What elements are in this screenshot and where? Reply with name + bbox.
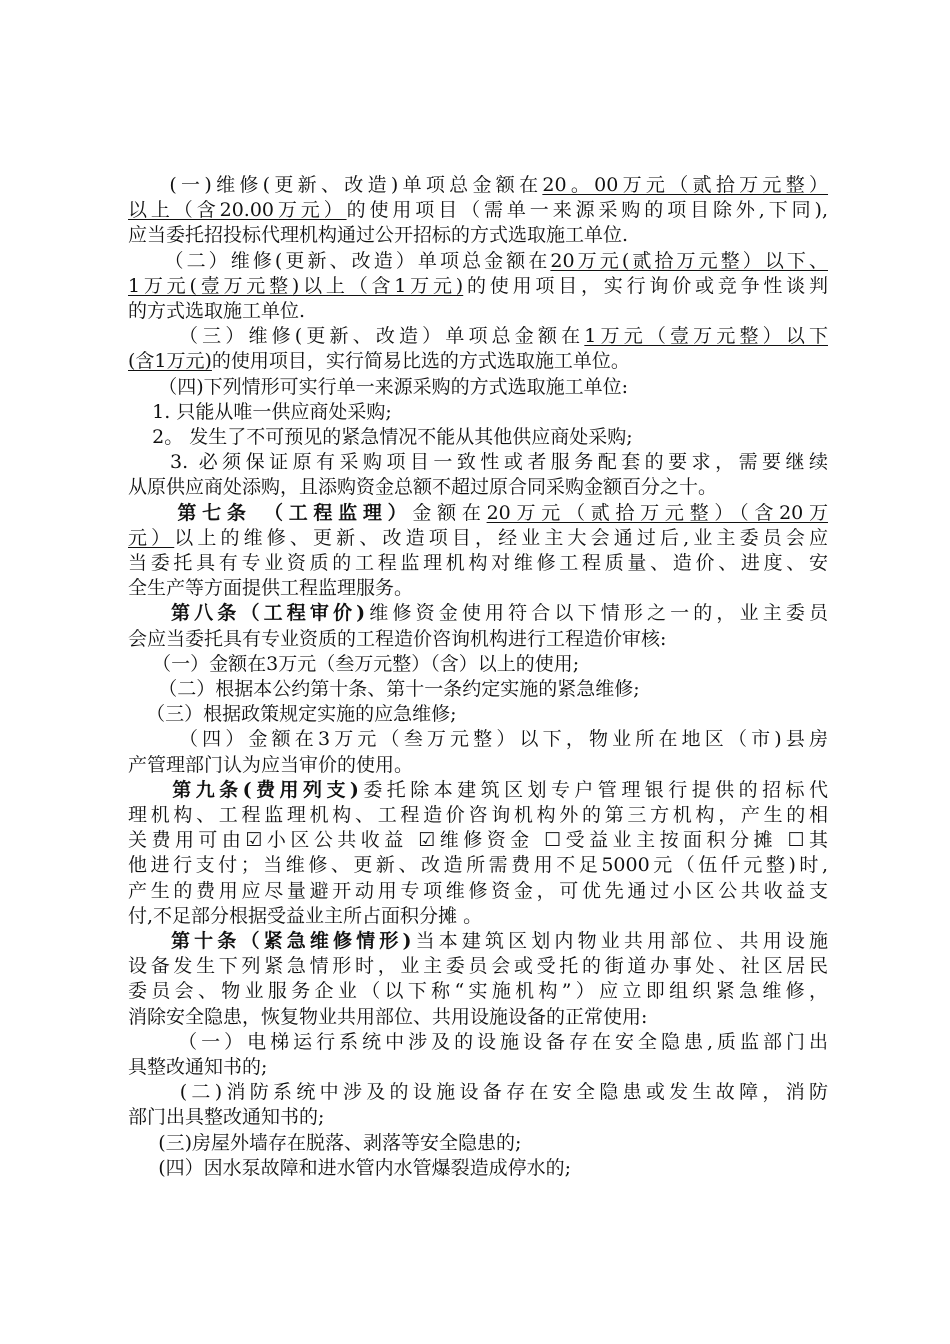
line-text: (四）因水泵故障和进水管内水管爆裂造成停水的;	[128, 1156, 572, 1179]
text-line	[128, 1079, 828, 1105]
article-heading: 第九条(费用列支)	[128, 778, 359, 801]
text-line	[128, 399, 828, 425]
line-text: 从原供应商处添购，且添购资金总额不超过原合同采购金额百分之十。	[128, 476, 718, 499]
text-line	[128, 1029, 828, 1055]
underlined-text: 20万元(贰拾万元整）以下、	[550, 249, 828, 272]
line-text: （三）维修(更新、改造）单项总金额在	[128, 325, 585, 348]
text-line	[128, 802, 828, 828]
text-line	[128, 701, 828, 727]
text-line	[128, 978, 828, 1004]
text-line	[128, 197, 828, 223]
underlined-text: 20万元（贰拾万元整）（含20万	[486, 501, 829, 524]
text-line	[128, 928, 828, 954]
underlined-text: 1万元（壹万元整）以下	[584, 325, 828, 348]
underlined-text: 1万元(壹万元整)以上（含1万元)	[128, 274, 464, 297]
line-text: 设备发生下列紧急情形时，业主委员会或受托的街道办事处、社区居民	[128, 955, 828, 978]
text-line	[128, 626, 828, 652]
line-text: （二）根据本公约第十条、第十一条约定实施的紧急维修;	[128, 678, 640, 700]
line-text: （三）根据政策规定实施的应急维修;	[128, 703, 457, 726]
text-line	[128, 550, 828, 576]
text-line	[128, 575, 828, 601]
text-line	[128, 273, 828, 299]
line-text: （一）金额在3万元（叁万元整）（含）以上的使用;	[128, 652, 580, 675]
text-line	[128, 172, 828, 198]
line-text: 具整改通知书的;	[128, 1056, 268, 1078]
line-text: （四)下列情形可实行单一来源采购的方式选取施工单位:	[128, 375, 629, 398]
line-text: （一）电梯运行系统中涉及的设施设备存在安全隐患,质监部门出	[128, 1030, 828, 1053]
text-line	[128, 852, 828, 878]
line-text: 他进行支付；当维修、更新、改造所需费用不足5000元（伍仟元整)时,	[128, 854, 828, 877]
text-line	[128, 323, 828, 349]
line-text: 关费用可由☑小区公共收益 ☑维修资金 ☐受益业主按面积分摊 ☐其	[128, 829, 828, 852]
text-line	[128, 500, 828, 526]
line-text: 当委托具有专业资质的工程监理机构对维修工程质量、造价、进度、安	[128, 552, 828, 574]
line-text: 产生的费用应尽量避开动用专项维修资金，可优先通过小区公共收益支	[128, 879, 828, 902]
line-text: 理机构、工程监理机构、工程造价咨询机构外的第三方机构，产生的相	[128, 804, 828, 826]
text-line	[128, 424, 828, 450]
line-text: 金额在	[412, 501, 487, 524]
text-line	[128, 827, 828, 853]
line-text: 3. 必须保证原有采购项目一致性或者服务配套的要求，需要继续	[128, 451, 828, 474]
line-text: 以上的维修、更新、改造项目，经业主大会通过后,业主委员会应	[174, 526, 828, 549]
line-text: 应当委托招投标代理机构通过公开招标的方式选取施工单位.	[128, 224, 629, 247]
text-line	[128, 374, 828, 400]
text-line	[128, 726, 828, 752]
line-text: (一)维修(更新、改造)单项总金额在	[128, 174, 543, 196]
article-heading: 第八条（工程审价)	[128, 602, 366, 625]
underlined-text: 20。00万元（贰拾万元整）	[542, 174, 829, 196]
text-line	[128, 348, 828, 374]
text-line	[128, 752, 828, 778]
article-heading: 第七条 （工程监理）	[128, 501, 413, 524]
line-text: 产管理部门认为应当审价的使用。	[128, 753, 414, 776]
text-line	[128, 1054, 828, 1080]
text-line	[128, 953, 828, 979]
text-line	[128, 1104, 828, 1130]
line-text: 的使用项目，实行简易比选的方式选取施工单位。	[211, 350, 630, 373]
text-line	[128, 222, 828, 248]
text-line	[128, 651, 828, 677]
text-line	[128, 676, 828, 702]
line-text: （二）维修(更新、改造）单项总金额在	[128, 249, 551, 272]
line-text: （四）金额在3万元（叁万元整）以下，物业所在地区（市)县房	[128, 728, 828, 751]
line-text: 部门出具整改通知书的;	[128, 1106, 325, 1129]
text-line	[128, 878, 828, 904]
line-text: 当本建筑区划内物业共用部位、共用设施	[411, 930, 828, 952]
text-line	[128, 525, 828, 551]
text-line	[128, 903, 828, 929]
line-text: 委员会、物业服务企业（以下称“实施机构”）应立即组织紧急维修，	[128, 980, 828, 1003]
line-text: 2。 发生了不可预见的紧急情况不能从其他供应商处采购;	[128, 426, 633, 448]
text-line	[128, 1130, 828, 1156]
text-line	[128, 248, 828, 274]
line-text: (二)消防系统中涉及的设施设备存在安全隐患或发生故障，消防	[128, 1081, 828, 1104]
text-line	[128, 1155, 828, 1181]
article-heading: 第十条（紧急维修情形)	[128, 930, 412, 952]
text-line	[128, 600, 828, 626]
text-line	[128, 777, 828, 803]
line-text: 全生产等方面提供工程监理服务。	[128, 577, 414, 600]
underlined-text: 以上（含20.00万元）	[128, 199, 347, 222]
underlined-text: 元）	[128, 526, 175, 549]
line-text: 的使用项目，实行询价或竞争性谈判	[463, 274, 828, 297]
text-line	[128, 298, 828, 324]
text-line	[128, 449, 828, 475]
line-text: 委托除本建筑区划专户管理银行提供的招标代	[358, 778, 828, 801]
line-text: 的使用项目（需单一来源采购的项目除外,下同),	[346, 199, 828, 222]
line-text: 的方式选取施工单位.	[128, 300, 306, 322]
text-line	[128, 1004, 828, 1030]
line-text: (三)房屋外墙存在脱落、剥落等安全隐患的;	[128, 1131, 522, 1154]
text-line	[128, 474, 828, 500]
line-text: 会应当委托具有专业资质的工程造价咨询机构进行工程造价审核:	[128, 627, 667, 650]
underlined-text: (含1万元)	[128, 350, 212, 373]
line-text: 1. 只能从唯一供应商处采购;	[128, 400, 392, 423]
line-text: 维修资金使用符合以下情形之一的，业主委员	[365, 602, 828, 625]
line-text: 付,不足部分根据受益业主所占面积分摊 。	[128, 904, 483, 927]
line-text: 消除安全隐患，恢复物业共用部位、共用设施设备的正常使用:	[128, 1005, 648, 1028]
